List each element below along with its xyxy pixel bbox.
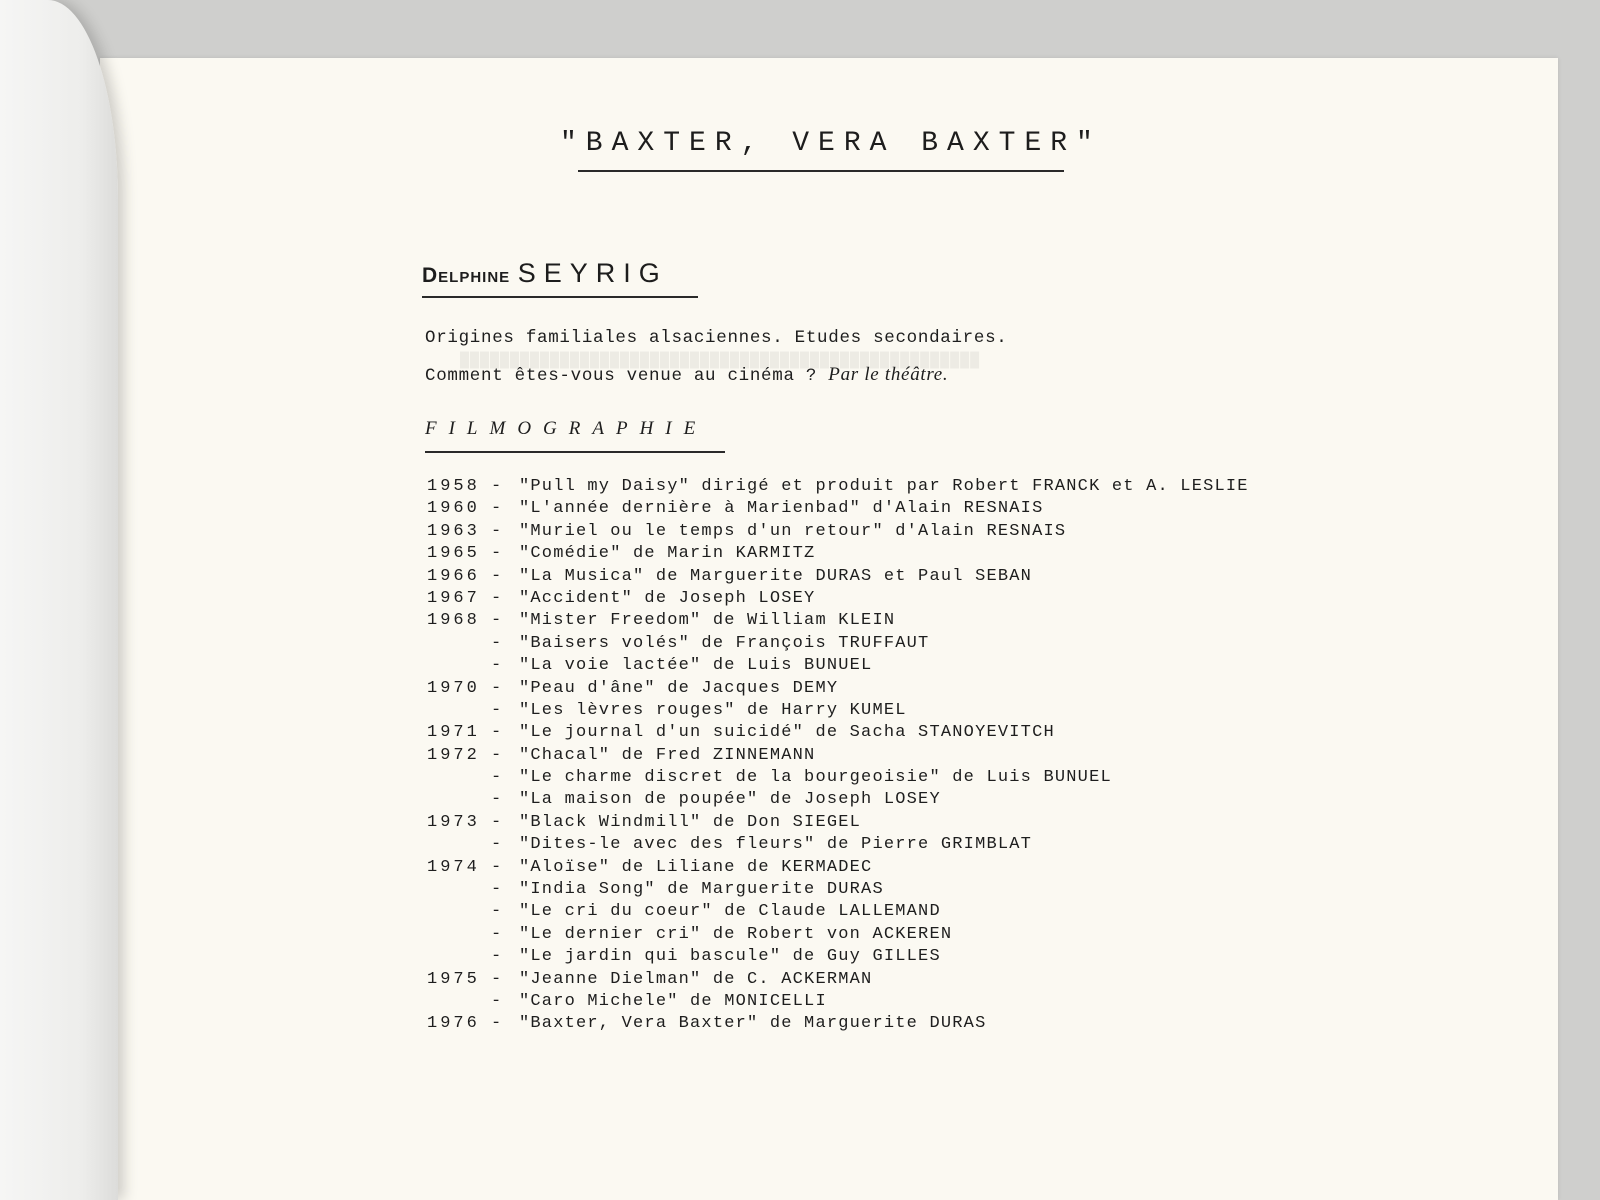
entry-year: 1963 <box>427 521 480 541</box>
filmography-entry <box>427 924 1249 946</box>
filmography-entry <box>427 834 1249 856</box>
entry-title: "La maison de poupée" de Joseph LOSEY <box>519 790 941 810</box>
entry-title: "L'année dernière à Marienbad" d'Alain RESNAIS <box>519 499 1044 519</box>
show-through-texture: ████████████████████████████████████████████████████ <box>460 352 981 369</box>
filmography-entry <box>427 991 1249 1013</box>
filmography-entry <box>427 969 1249 991</box>
entry-dash: - <box>491 924 502 944</box>
filmography-entry <box>427 498 1249 520</box>
entry-dash: - <box>491 880 502 900</box>
filmography-entry <box>427 767 1249 789</box>
entry-dash: - <box>491 678 502 698</box>
filmography-entry <box>427 610 1249 632</box>
entry-title: "Comédie" de Marin KARMITZ <box>519 544 816 564</box>
filmography-entry <box>427 700 1249 722</box>
intro-answer: Par le théâtre. <box>828 364 949 385</box>
entry-title: "Chacal" de Fred ZINNEMANN <box>519 745 816 765</box>
filmography-entry <box>427 789 1249 811</box>
entry-title: "India Song" de Marguerite DURAS <box>519 880 884 900</box>
title-underline <box>578 170 1064 172</box>
entry-year: 1967 <box>427 588 480 608</box>
filmography-entry <box>427 543 1249 565</box>
document-title: "BAXTER, VERA BAXTER" <box>560 128 1102 159</box>
entry-dash: - <box>491 812 502 832</box>
entry-title: "Baxter, Vera Baxter" de Marguerite DURAS <box>519 1014 987 1034</box>
entry-year: 1958 <box>427 477 480 496</box>
entry-dash: - <box>491 969 502 989</box>
filmography-entry <box>427 476 1249 498</box>
intro-origins: Origines familiales alsaciennes. Etudes secondaires. <box>425 328 1008 348</box>
entry-dash: - <box>491 611 502 631</box>
entry-title: "Le cri du coeur" de Claude LALLEMAND <box>519 902 941 922</box>
entry-dash: - <box>491 902 502 922</box>
entry-dash: - <box>491 745 502 765</box>
name-underline <box>422 296 698 298</box>
filmography-entry <box>427 633 1249 655</box>
entry-title: "La voie lactée" de Luis BUNUEL <box>519 656 873 676</box>
entry-title: "Baisers volés" de François TRUFFAUT <box>519 633 930 653</box>
entry-dash: - <box>491 1014 502 1034</box>
entry-title: "Caro Michele" de MONICELLI <box>519 991 827 1011</box>
entry-dash: - <box>491 857 502 877</box>
filmography-entry <box>427 678 1249 700</box>
entry-dash: - <box>491 790 502 810</box>
entry-dash: - <box>491 700 502 720</box>
entry-dash: - <box>491 991 502 1011</box>
entry-year: 1975 <box>427 969 480 989</box>
filmography-entry <box>427 722 1249 744</box>
entry-title: "Pull my Daisy" dirigé et produit par Robert FRANCK et A. LESLIE <box>519 477 1249 496</box>
filmography-entry <box>427 946 1249 968</box>
entry-dash: - <box>491 656 502 676</box>
entry-year: 1974 <box>427 857 480 877</box>
entry-title: "Jeanne Dielman" de C. ACKERMAN <box>519 969 873 989</box>
entry-dash: - <box>491 544 502 564</box>
person-name <box>422 258 668 289</box>
entry-year: 1976 <box>427 1014 480 1034</box>
intro-question-line <box>425 364 948 386</box>
entry-title: "Le charme discret de la bourgeoisie" de Luis BUNUEL <box>519 768 1112 788</box>
filmography-entry <box>427 812 1249 834</box>
filmography-entry <box>427 1013 1249 1035</box>
filmography-entry <box>427 745 1249 767</box>
filmography-entry <box>427 879 1249 901</box>
entry-title: "Muriel ou le temps d'un retour" d'Alain RESNAIS <box>519 521 1067 541</box>
entry-title: "Le jardin qui bascule" de Guy GILLES <box>519 947 941 967</box>
entry-title: "Accident" de Joseph LOSEY <box>519 588 816 608</box>
entry-title: "Black Windmill" de Don SIEGEL <box>519 812 862 832</box>
filmography-underline <box>425 451 725 453</box>
entry-dash: - <box>491 947 502 967</box>
first-name: Delphine <box>422 264 511 287</box>
entry-title: "Aloïse" de Liliane de KERMADEC <box>519 857 873 877</box>
entry-dash: - <box>491 499 502 519</box>
intro-question: Comment êtes-vous venue au cinéma ? <box>425 366 818 386</box>
entry-year: 1960 <box>427 499 480 519</box>
filmography-entry <box>427 857 1249 879</box>
entry-year: 1971 <box>427 723 480 743</box>
filmography-entry <box>427 521 1249 543</box>
entry-dash: - <box>491 768 502 788</box>
entry-dash: - <box>491 723 502 743</box>
entry-dash: - <box>491 835 502 855</box>
entry-dash: - <box>491 521 502 541</box>
entry-dash: - <box>491 633 502 653</box>
entry-year: 1968 <box>427 611 480 631</box>
entry-title: "Peau d'âne" de Jacques DEMY <box>519 678 839 698</box>
filmography-entry <box>427 588 1249 610</box>
filmography-entry <box>427 655 1249 677</box>
last-name: SEYRIG <box>517 258 668 288</box>
entry-title: "Le journal d'un suicidé" de Sacha STANOYEVITCH <box>519 723 1055 743</box>
filmography-entry <box>427 901 1249 923</box>
filmography-list <box>427 476 1249 1036</box>
entry-title: "Les lèvres rouges" de Harry KUMEL <box>519 700 907 720</box>
filmography-heading: FILMOGRAPHIE <box>425 418 708 439</box>
entry-dash: - <box>491 588 502 608</box>
filmography-entry <box>427 566 1249 588</box>
entry-title: "Dites-le avec des fleurs" de Pierre GRIMBLAT <box>519 835 1033 855</box>
entry-year: 1966 <box>427 566 480 586</box>
entry-title: "Le dernier cri" de Robert von ACKEREN <box>519 924 953 944</box>
entry-title: "La Musica" de Marguerite DURAS et Paul SEBAN <box>519 566 1033 586</box>
entry-title: "Mister Freedom" de William KLEIN <box>519 611 896 631</box>
entry-year: 1965 <box>427 544 480 564</box>
entry-year: 1973 <box>427 812 480 832</box>
entry-dash: - <box>491 477 502 496</box>
entry-year: 1970 <box>427 678 480 698</box>
left-page-edge <box>0 0 118 1200</box>
entry-dash: - <box>491 566 502 586</box>
entry-year: 1972 <box>427 745 480 765</box>
